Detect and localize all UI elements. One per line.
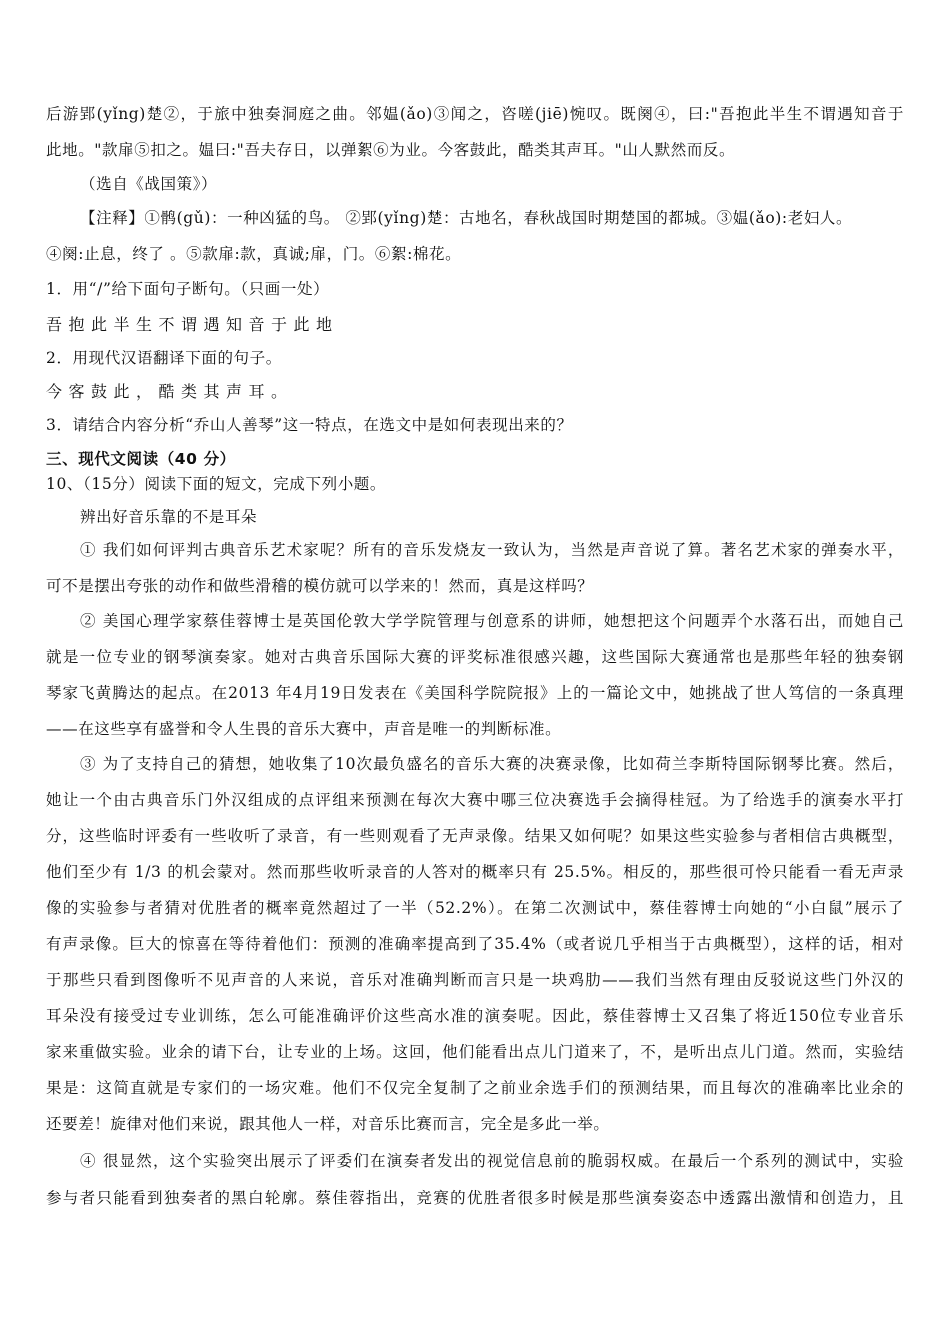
paragraph-3-line-2: 她让一个由古典音乐门外汉组成的点评组来预测在每次大赛中哪三位决赛选手会摘得桂冠。为了给选手的演奏水平打 (46, 791, 904, 809)
paragraph-4-line-2: 参与者只能看到独奏者的黑白轮廓。蔡佳蓉指出，竞赛的优胜者很多时候是那些演奏姿态中透露出激情和创造力，且 (46, 1189, 904, 1207)
paragraph-2-line-2: 就是一位专业的钢琴演奏家。她对古典音乐国际大赛的评奖标准很感兴趣，这些国际大赛通常也是那些年轻的独奏钢 (46, 648, 904, 666)
notes-line-2: ④阕:止息，终了 。⑤款扉:款，真诚;扉，门。⑥絮:棉花。 (46, 245, 462, 263)
paragraph-3-line-6: 有声录像。巨大的惊喜在等待着他们：预测的准确率提高到了35.4%（或者说几乎相当于古典概型），这样的话，相对 (46, 935, 904, 953)
article-title: 辨出好音乐靠的不是耳朵 (80, 508, 258, 526)
paragraph-3-line-3: 分，这些临时评委有一些收听了录音，有一些则观看了无声录像。结果又如何呢？如果这些实验参与者相信古典概型， (46, 827, 904, 845)
question-2: 2．用现代汉语翻译下面的句子。 (46, 349, 282, 367)
paragraph-3-line-10: 果是：这简直就是专家们的一场灾难。他们不仅完全复制了之前业余选手们的预测结果，而且每次的准确率比业余的 (46, 1079, 904, 1097)
paragraph-1-line-1: ① 我们如何评判古典音乐艺术家呢？所有的音乐发烧友一致认为，当然是声音说了算。著名艺术家的弹奏水平， (80, 541, 904, 559)
question-1: 1．用“/”给下面句子断句。（只画一处） (46, 280, 330, 298)
paragraph-3-line-7: 于那些只看到图像听不见声音的人来说，音乐对准确判断而言只是一块鸡肋——我们当然有理由反驳说这些门外汉的 (46, 971, 904, 989)
passage-line-2: 此地。"款扉⑤扣之。媪曰:"吾夫存日，以弹絮⑥为业。今客鼓此，酷类其声耳。"山人默然而反。 (46, 141, 736, 159)
paragraph-3-line-5: 像的实验参与者猜对优胜者的概率竟然超过了一半（52.2%）。在第二次测试中，蔡佳蓉博士向她的“小白鼠”展示了 (46, 899, 904, 917)
question-10: 10、（15分）阅读下面的短文，完成下列小题。 (46, 475, 386, 493)
paragraph-2-line-1: ② 美国心理学家蔡佳蓉博士是英国伦敦大学学院管理与创意系的讲师，她想把这个问题弄个水落石出，而她自己 (80, 612, 904, 630)
paragraph-3-line-8: 耳朵没有接受过专业训练，怎么可能准确评价这些高水准的演奏呢。因此，蔡佳蓉博士又召集了将近150位专业音乐 (46, 1007, 904, 1025)
passage-line-1: 后游郢(yǐng)楚②，于旅中独奏洞庭之曲。邻媪(ǎo)③闻之，咨嗟(jiē)惋叹。既阕④，曰:"吾抱此半生不谓遇知音于 (46, 105, 904, 123)
paragraph-3-line-1: ③ 为了支持自己的猜想，她收集了10次最负盛名的音乐大赛的决赛录像，比如荷兰李斯特国际钢琴比赛。然后， (80, 755, 904, 773)
section-heading: 三、现代文阅读（40 分） (46, 450, 236, 468)
paragraph-3-line-9: 家来重做实验。业余的请下台，让专业的上场。这回，他们能看出点儿门道来了，不，是听出点儿门道。然而，实验结 (46, 1043, 904, 1061)
paragraph-3-line-4: 他们至少有 1/3 的机会蒙对。然而那些收听录音的人答对的概率只有 25.5%。相反的，那些很可怜只能看一看无声录 (46, 863, 904, 881)
question-1-sentence: 吾抱此半生不谓遇知音于此地 (46, 315, 339, 334)
paragraph-4-line-1: ④ 很显然，这个实验突出展示了评委们在演奏者发出的视觉信息前的脆弱权威。在最后一个系列的测试中，实验 (80, 1152, 904, 1170)
paragraph-1-line-2: 可不是摆出夸张的动作和做些滑稽的模仿就可以学来的！然而，真是这样吗？ (46, 577, 594, 595)
notes-line-1: 【注释】①鹘(gǔ)：一种凶猛的鸟。 ②郢(yǐng)楚：古地名，春秋战国时期楚国的都城。③媪(ǎo):老妇人。 (80, 209, 853, 227)
paragraph-2-line-3: 琴家飞黄腾达的起点。在2013 年4月19日发表在《美国科学院院报》上的一篇论文中，她挑战了世人笃信的一条真理 (46, 684, 904, 702)
passage-source: （选自《战国策》） (80, 175, 218, 193)
question-3: 3．请结合内容分析“乔山人善琴”这一特点，在选文中是如何表现出来的？ (46, 416, 573, 434)
paragraph-3-line-11: 还要差！旋律对他们来说，跟其他人一样，对音乐比赛而言，完全是多此一举。 (46, 1115, 610, 1133)
paragraph-2-line-4: ——在这些享有盛誉和令人生畏的音乐大赛中，声音是唯一的判断标准。 (46, 720, 562, 738)
question-2-sentence: 今客鼓此，酷类其声耳。 (46, 382, 294, 401)
